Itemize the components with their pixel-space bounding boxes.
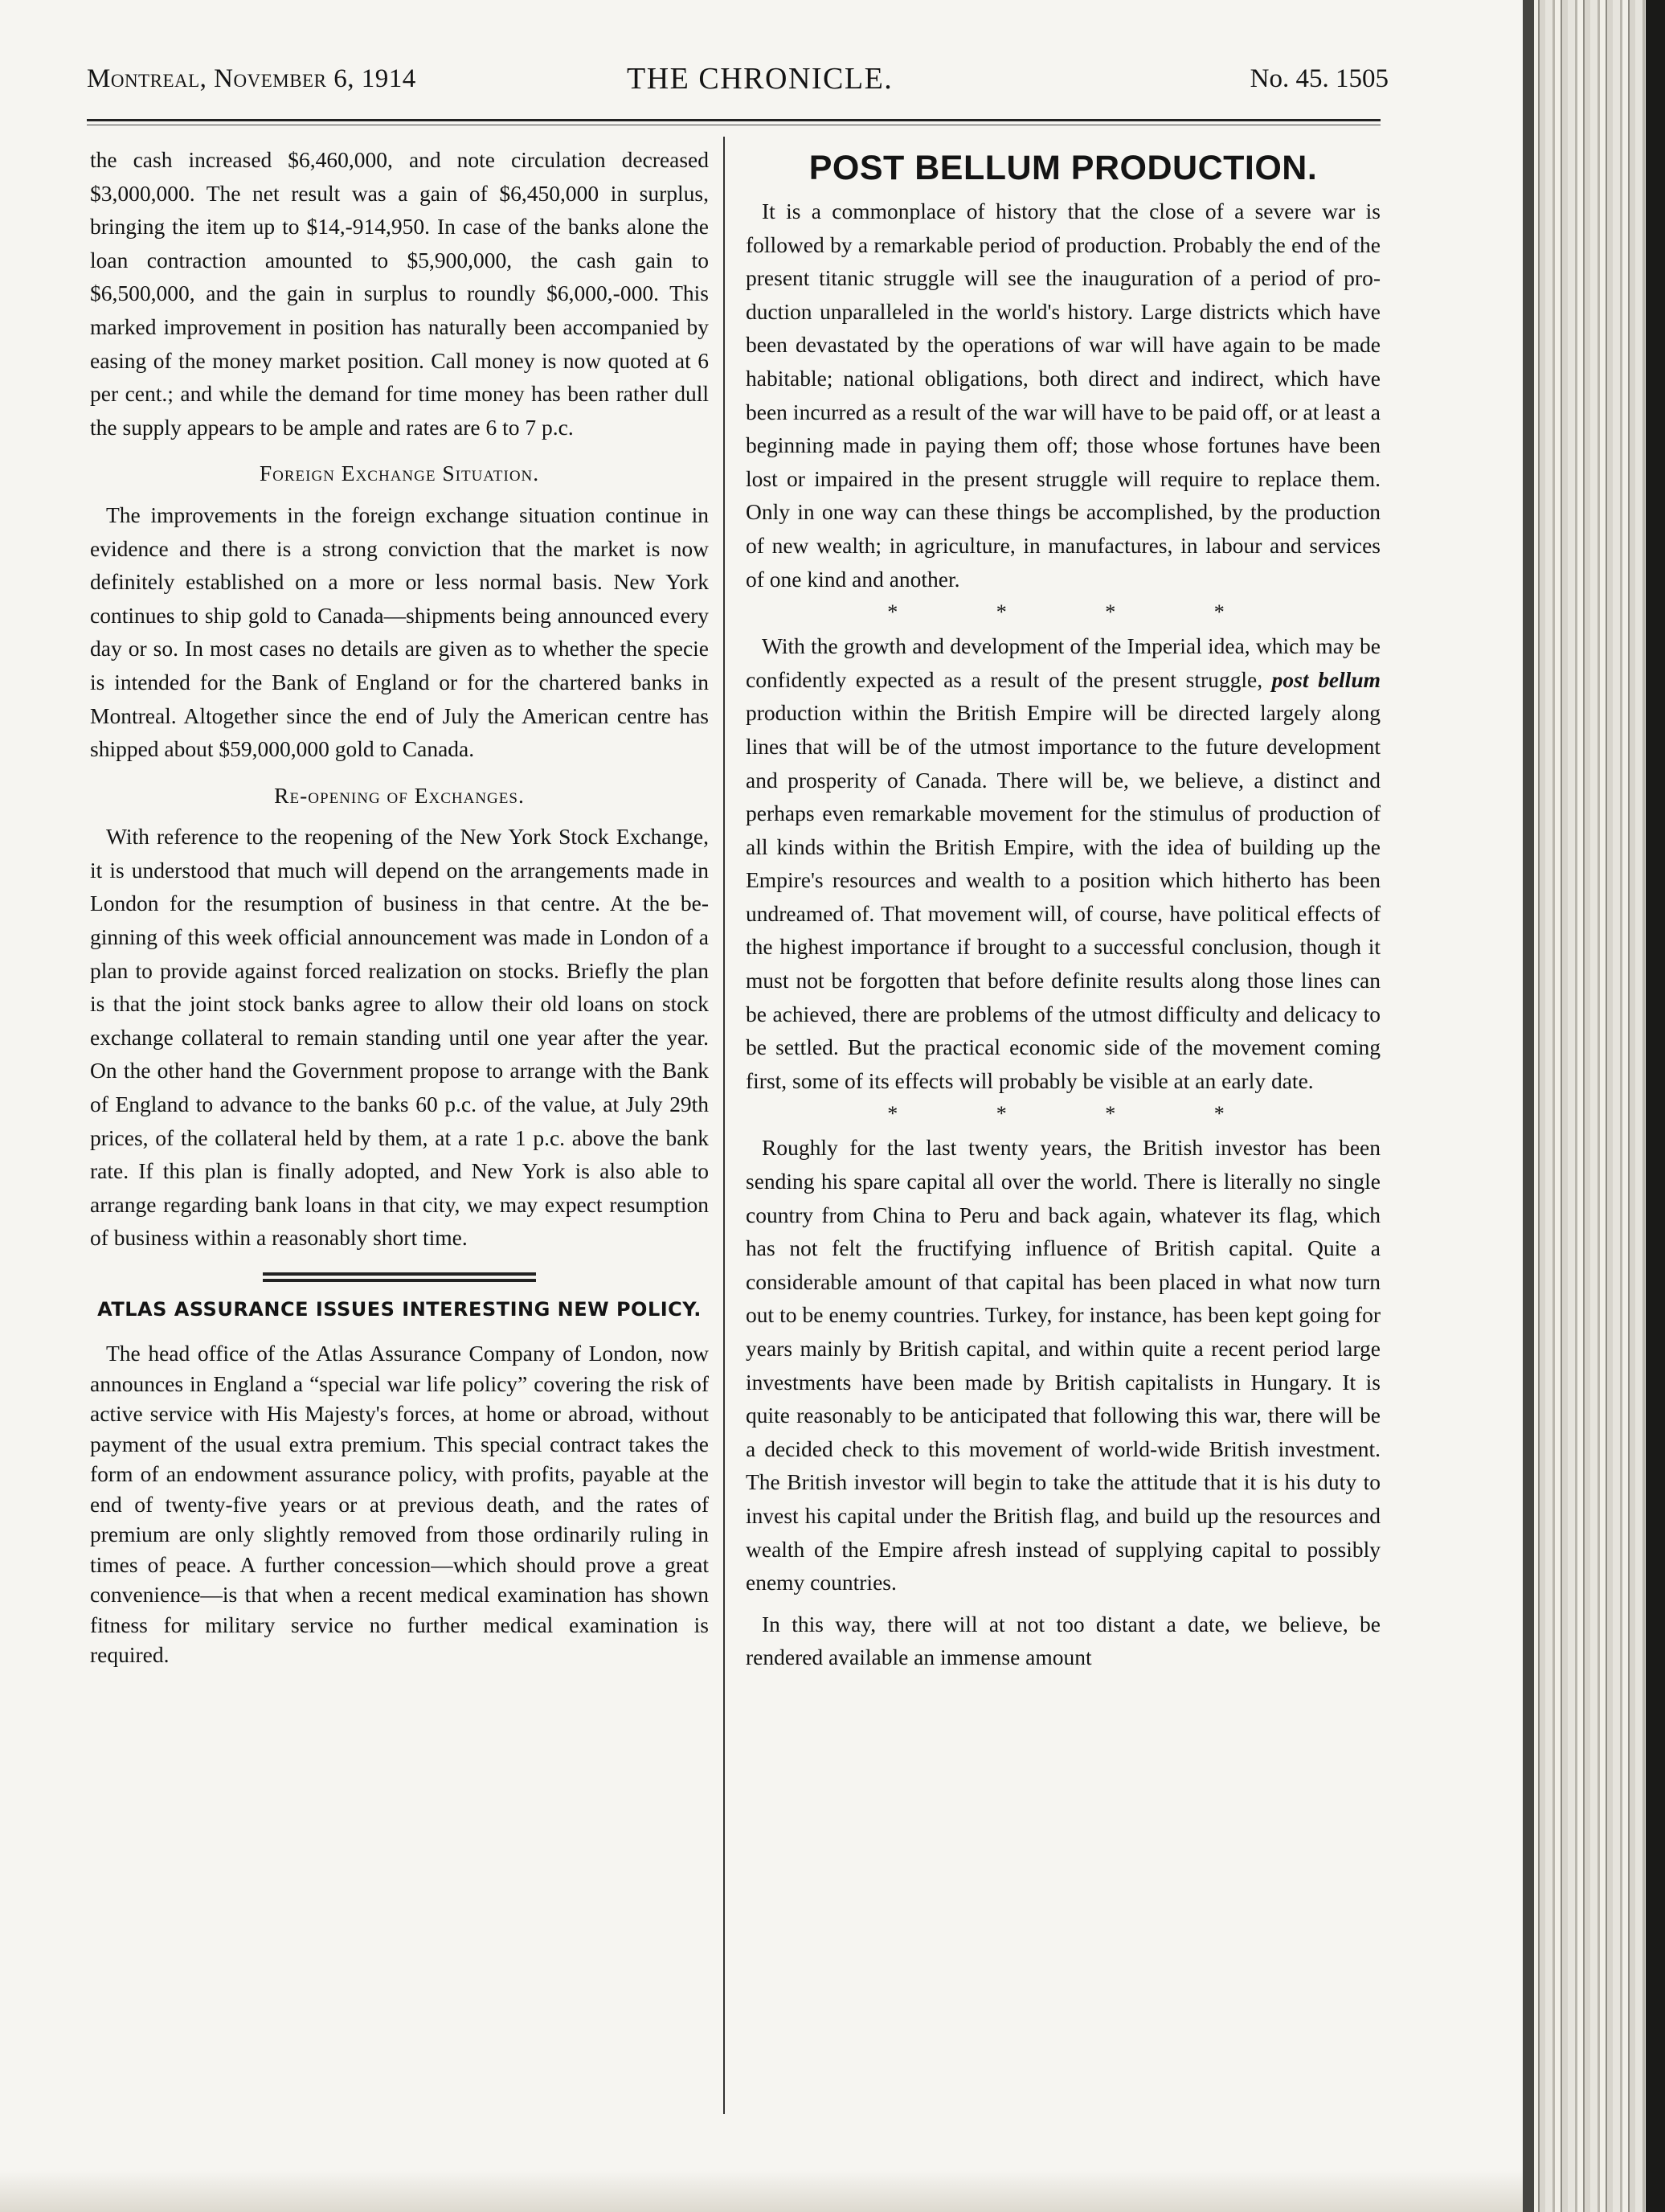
atlas-article-paragraph: The head office of the Atlas Assurance Company of London, now announces in England a “special war life policy” covering the risk of active service with His Majesty's forces, at home or abroad, without payment of the usual extra premium. This special contract takes the form of an endowment assurance policy, with profits, payable at the end of twenty-five years or at previous death, and the rates of premium are only slightly removed from those ordinarily ruling in times of peace. A further concession—which should prove a great convenience—is that when a recent medical examination has shown fitness for military service no further medical examination is required. bbox=[90, 1341, 709, 1667]
page-header bbox=[87, 58, 1389, 106]
right-column bbox=[746, 143, 1381, 1674]
column-divider bbox=[723, 137, 725, 2114]
section-divider bbox=[263, 1272, 536, 1282]
p2-after: production within the British Empire will be directed largely along lines that will be of the utmost importance to the future development and prosperity of Canada. There will be, we believe, a distinct and perhaps even remarkable movement for the stimulus of production of all kinds within the British Empire, with the idea of building up the Empire's resources and wealth to a position which hitherto has been undreamed of. That movement will, of course, have political effects of the highest importance if brought to a successful conclusion, though it must not be forgotten that before definite results along those lines can be achieved, there are problems of the utmost difficulty and delicacy to be settled. But the practical economic side of the movement coming first, some of its effects will probably be visible at an early date. bbox=[746, 700, 1381, 1093]
binding-shadow bbox=[1646, 0, 1665, 2212]
left-column bbox=[90, 143, 709, 1670]
header-rule bbox=[87, 119, 1381, 121]
post-bellum-italic: post bellum bbox=[1271, 666, 1381, 692]
money-market-paragraph: the cash increased $6,460,000, and note circulation decreased $3,000,000. The net result was a gain of $6,450,000 in surplus, bringing the item up to $14,-914,950. In case of the banks alone the loan contraction amounted to $5,900,000, the cash gain to $6,500,000, and the gain in surplus to roundly $6,000,-000. This marked improvement in position has naturally been accompanied by easing of the money market position. Call money is now quoted at 6 per cent.; and while the demand for time money has been rather dull the supply appears to be ample and rates are 6 to 7 p.c. bbox=[90, 147, 709, 440]
p2-before: With the growth and development of the Imperial idea, which may be confidently expected as a result of the present struggle, bbox=[746, 633, 1381, 692]
section-stars-2: * * * * bbox=[887, 1102, 1271, 1126]
header-date: Montreal, November 6, 1914 bbox=[87, 64, 416, 93]
publication-title: THE CHRONICLE. bbox=[627, 62, 894, 96]
binding-edge bbox=[1523, 0, 1534, 2212]
post-bellum-paragraph-2 bbox=[746, 629, 1381, 1097]
post-bellum-paragraph-1: It is a commonplace of history that the close of a severe war is followed by a remarkable period of production. Probably the end of the present titanic struggle will see the inauguration of a period of production unparalleled in the world's history. Large districts which have been devastated by the operations of war will have again to be made habitable; national obligations, both direct and indirect, which have been incurred as a result of the war will have to be paid off, or at least a beginning made in paying them off; those whose fortunes have been lost or impaired in the present struggle will require to replace them. Only in one way can these things be accomplished, by the production of new wealth; in agriculture, in manufactures, in labour and services of one kind and another. bbox=[746, 199, 1381, 592]
foreign-exchange-paragraph: The improvements in the foreign exchange situation continue in evidence and there is a strong conviction that the market is now definitely established on a more or less normal basis. New York continues to ship gold to Canada—shipments being announced every day or so. In most cases no details are given as to whether the specie is intended for the Bank of England or for the chartered banks in Montreal. Altogether since the end of July the American centre has shipped about $59,000,000 gold to Canada. bbox=[90, 502, 709, 762]
reopening-exchanges-paragraph: With reference to the reopening of the New York Stock Exchange, it is understood that much will depend on the arrangements made in London for the resumption of business in that centre. At the beginning of this week official announcement was made in London of a plan to provide against forced realization on stocks. Briefly the plan is that the joint stock banks agree to allow their old loans on stock exchange collateral to remain standing until one year after the year. On the other hand the Government propose to arrange with the Bank of England to advance to the banks 60 p.c. of the value, at July 29th prices, of the collateral held by them, at a rate 1 p.c. above the bank rate. If this plan is finally adopted, and New York is also able to arrange regarding bank loans in that city, we may expect resumption of business within a reasonably short time. bbox=[90, 824, 709, 1251]
book-binding bbox=[1523, 0, 1665, 2212]
foreign-exchange-subhead: Foreign Exchange Situation. bbox=[259, 461, 540, 486]
post-bellum-title: POST BELLUM PRODUCTION. bbox=[808, 149, 1318, 187]
page-bottom-shade bbox=[0, 2170, 1523, 2212]
post-bellum-paragraph-3: Roughly for the last twenty years, the British investor has been sending his spare capital all over the world. There is literally no single country from China to Peru and back again, whatever its flag, which has not felt the fructifying influence of British capital. Quite a considerable amount of that capital has been placed in what now turn out to be enemy countries. Turkey, for instance, has been kept going for years mainly by British capital, and within quite a recent period large investments have been made by British capitalists in Hungary. It is quite reasonably to be anticipated that following this war, there will be a decided check to this movement of world-wide British investment. The British investor will begin to take the attitude that it is his duty to invest his capital under the British flag, and build up the resources and wealth of the Empire afresh instead of supplying capital to possibly enemy countries. bbox=[746, 1135, 1381, 1596]
reopening-exchanges-subhead: Re-opening of Exchanges. bbox=[274, 782, 525, 808]
atlas-article-title: ATLAS ASSURANCE ISSUES INTERESTING NEW POLICY. bbox=[97, 1298, 702, 1321]
section-stars-1: * * * * bbox=[887, 600, 1271, 625]
issue-page-number: No. 45. 1505 bbox=[1250, 64, 1389, 93]
post-bellum-paragraph-4: In this way, there will at not too distant a date, we believe, be rendered available an immense amount bbox=[746, 1611, 1381, 1670]
